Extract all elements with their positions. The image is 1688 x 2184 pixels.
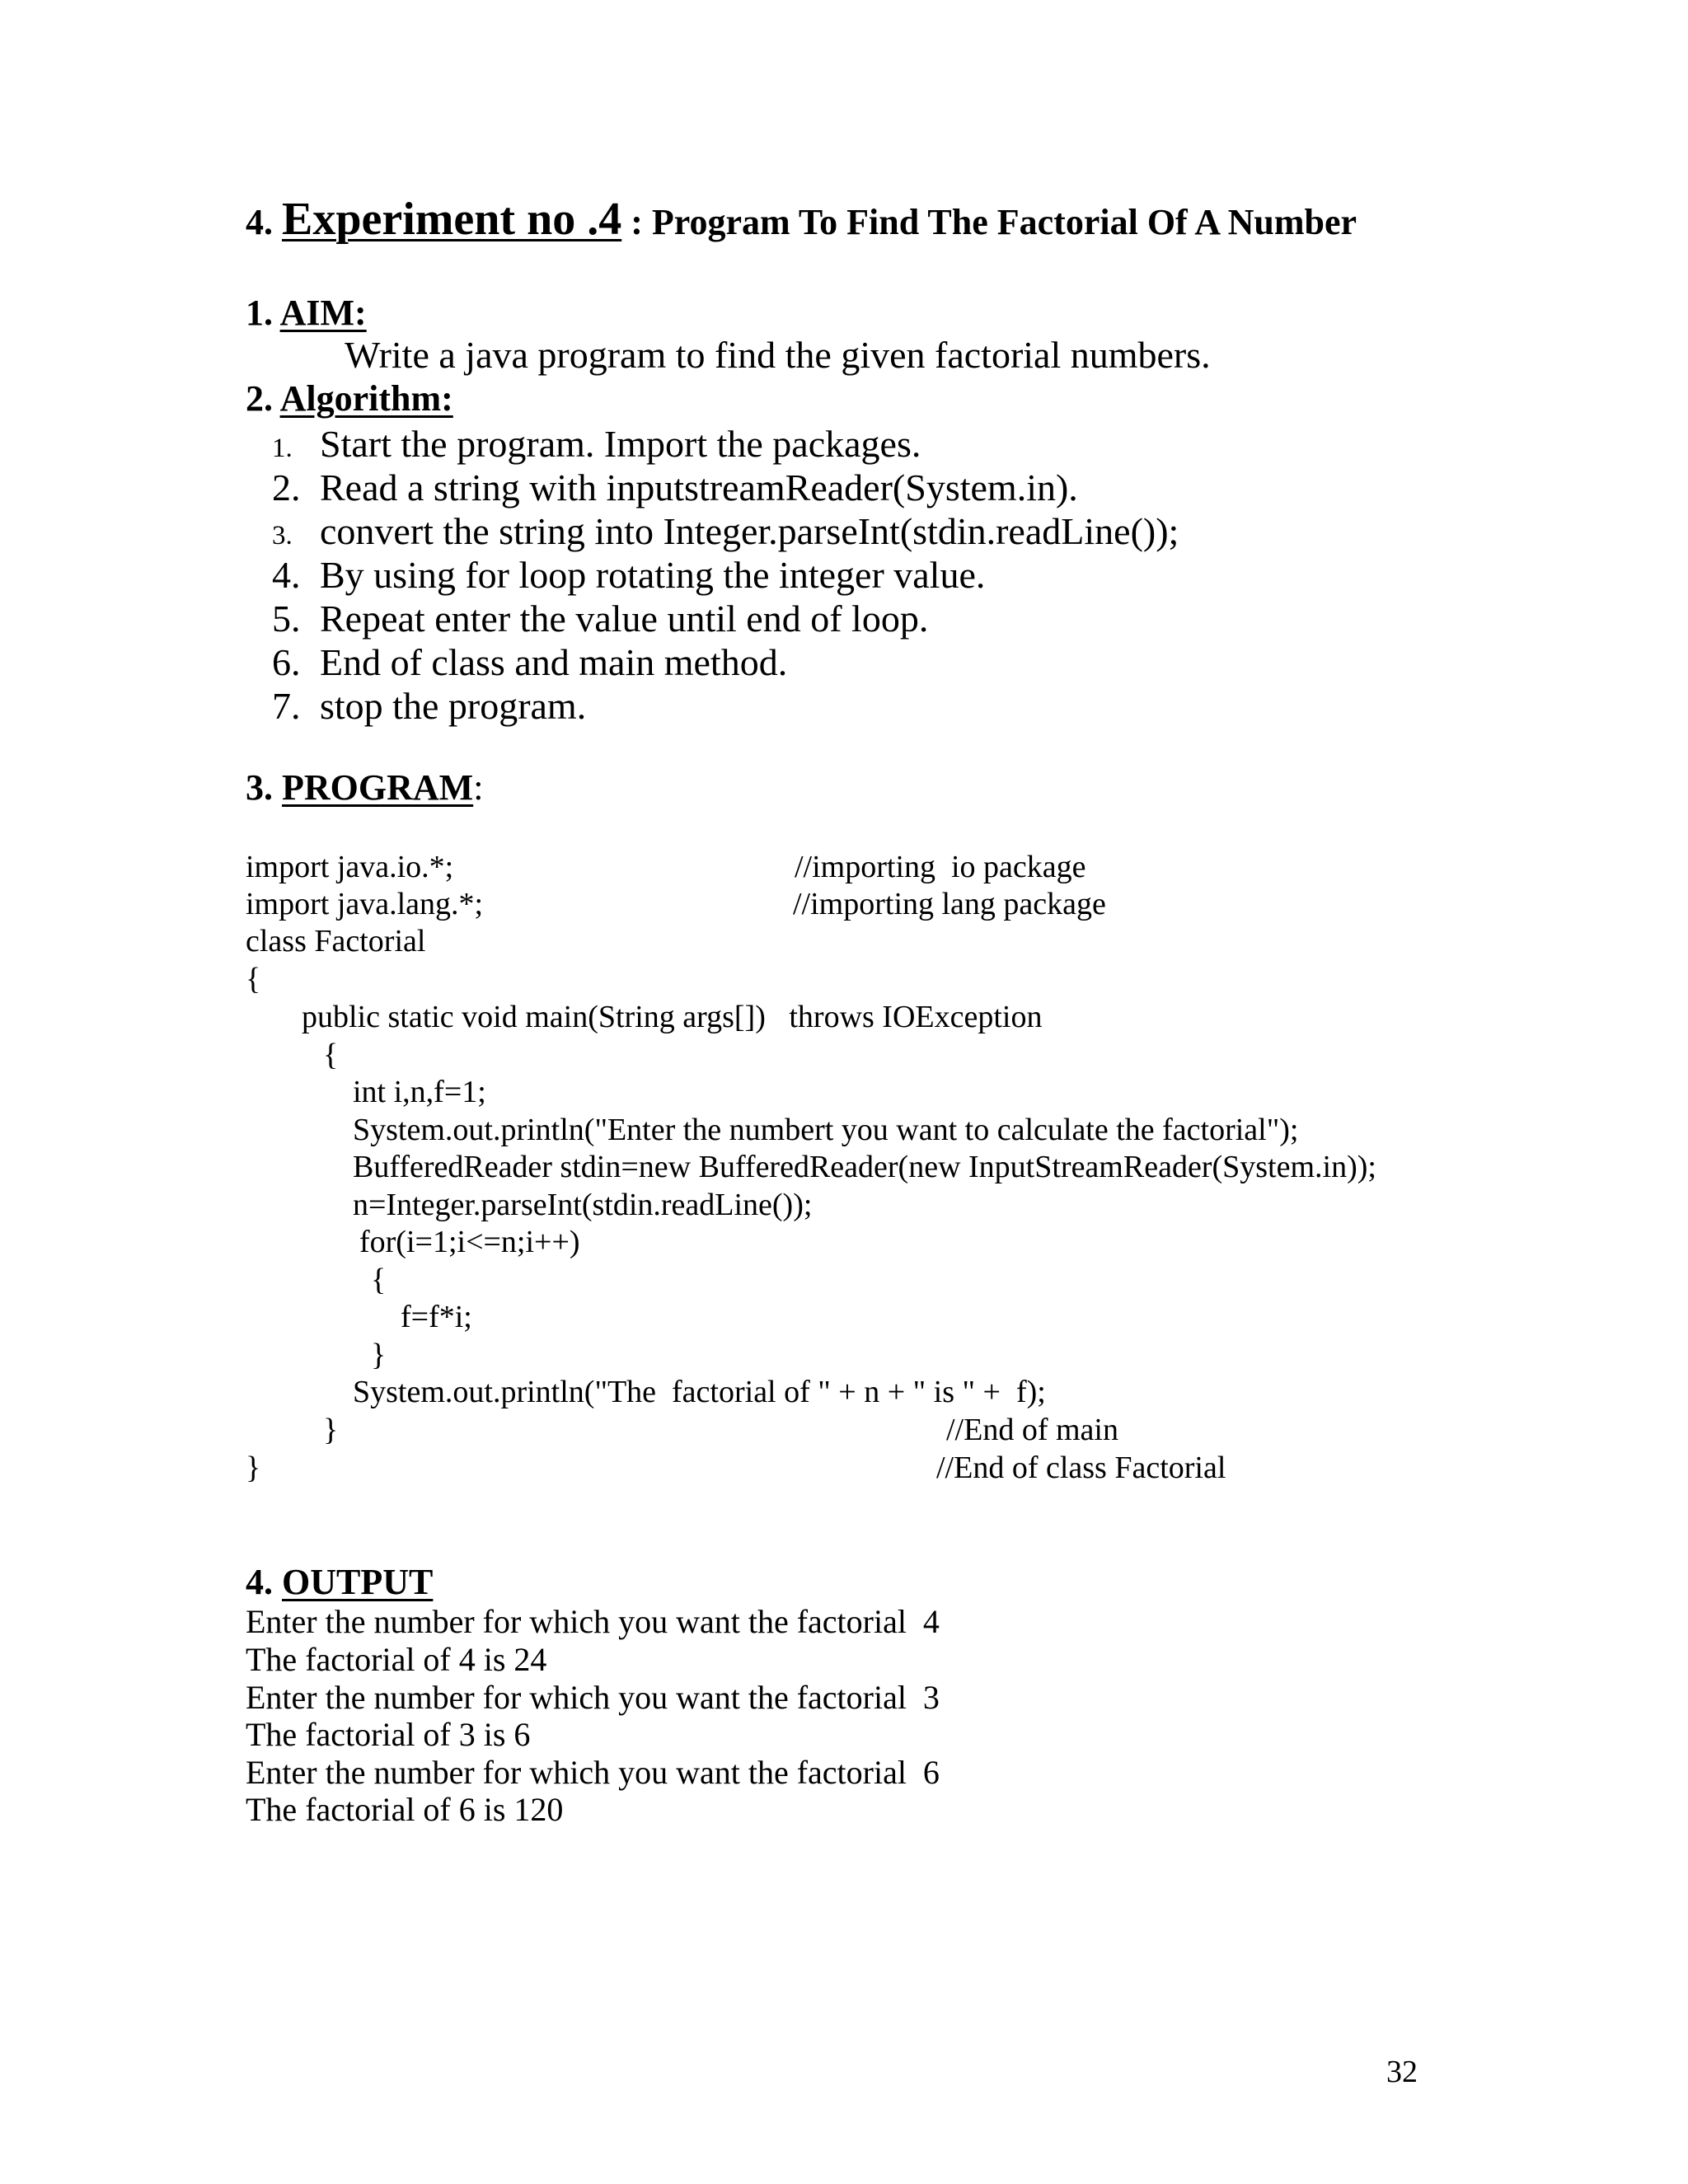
step-number: 6. <box>272 641 301 683</box>
algorithm-step <box>272 466 1078 509</box>
program-colon: : <box>473 767 484 808</box>
output-line: Enter the number for which you want the factorial 4 <box>246 1603 940 1640</box>
code-line: class Factorial <box>246 924 426 958</box>
code-line: import java.io.*; <box>246 850 454 884</box>
code-line: System.out.println("The factorial of " + n + " is " + f); <box>353 1375 1046 1409</box>
code-line: f=f*i; <box>401 1300 472 1334</box>
output-line: Enter the number for which you want the factorial 3 <box>246 1679 940 1716</box>
algorithm-label: Algorithm: <box>279 378 453 419</box>
aim-text: Write a java program to find the given factorial numbers. <box>345 334 1211 376</box>
title-subtitle: Program To Find The Factorial Of A Number <box>651 202 1357 242</box>
algorithm-number: 2. <box>246 378 280 419</box>
document-title <box>246 193 1357 246</box>
code-comment: //importing lang package <box>793 887 1106 921</box>
step-text: By using for loop rotating the integer value. <box>320 554 986 596</box>
step-number: 5. <box>272 598 301 640</box>
step-number: 2. <box>272 466 301 509</box>
algorithm-step <box>272 597 928 640</box>
aim-label: AIM: <box>279 293 367 333</box>
step-number: 7. <box>272 685 301 727</box>
code-line: for(i=1;i<=n;i++) <box>359 1225 580 1259</box>
code-line: import java.lang.*; <box>246 887 484 921</box>
step-number: 1. <box>272 434 293 463</box>
step-text: Read a string with inputstreamReader(System.in). <box>320 466 1078 509</box>
step-text: End of class and main method. <box>320 641 788 683</box>
step-text: convert the string into Integer.parseInt(stdin.readLine()); <box>320 510 1179 552</box>
code-comment: //End of class Factorial <box>936 1451 1226 1485</box>
title-prefix: 4. <box>246 202 282 242</box>
output-label: OUTPUT <box>282 1562 434 1602</box>
code-line: } <box>371 1338 387 1372</box>
code-comment: //importing io package <box>795 850 1086 884</box>
code-line: } <box>323 1413 339 1447</box>
program-label: PROGRAM <box>282 767 474 808</box>
code-comment: //End of main <box>946 1413 1118 1447</box>
code-line: public static void main(String args[]) throws IOException <box>302 1000 1043 1034</box>
step-text: Repeat enter the value until end of loop. <box>320 598 929 640</box>
code-line: int i,n,f=1; <box>353 1075 486 1109</box>
aim-heading <box>246 292 367 334</box>
code-line: n=Integer.parseInt(stdin.readLine()); <box>353 1188 813 1222</box>
experiment-label: Experiment no .4 <box>282 194 622 245</box>
step-text: stop the program. <box>320 685 587 727</box>
algorithm-step <box>272 553 985 597</box>
code-line: { <box>246 962 261 996</box>
program-number: 3. <box>246 767 282 808</box>
algorithm-step <box>272 684 586 728</box>
step-number: 3. <box>272 521 293 551</box>
algorithm-step <box>272 509 1179 553</box>
code-line: { <box>323 1038 339 1072</box>
aim-number: 1. <box>246 293 280 333</box>
algorithm-heading <box>246 377 453 419</box>
step-text: Start the program. Import the packages. <box>320 423 921 465</box>
code-line: { <box>371 1263 387 1297</box>
algorithm-step <box>272 640 787 684</box>
step-number: 4. <box>272 554 301 596</box>
program-heading <box>246 766 483 808</box>
code-line: } <box>246 1451 261 1485</box>
title-separator: : <box>621 202 652 242</box>
output-line: The factorial of 4 is 24 <box>246 1641 547 1678</box>
code-line: BufferedReader stdin=new BufferedReader(new InputStreamReader(System.in)); <box>353 1150 1376 1184</box>
output-line: Enter the number for which you want the factorial 6 <box>246 1754 940 1791</box>
output-heading <box>246 1561 433 1603</box>
output-number: 4. <box>246 1562 282 1602</box>
page-number: 32 <box>1386 2055 1418 2089</box>
code-line: System.out.println("Enter the numbert you want to calculate the factorial"); <box>353 1113 1299 1147</box>
output-line: The factorial of 6 is 120 <box>246 1791 564 1828</box>
algorithm-step <box>272 422 921 466</box>
output-line: The factorial of 3 is 6 <box>246 1716 531 1753</box>
